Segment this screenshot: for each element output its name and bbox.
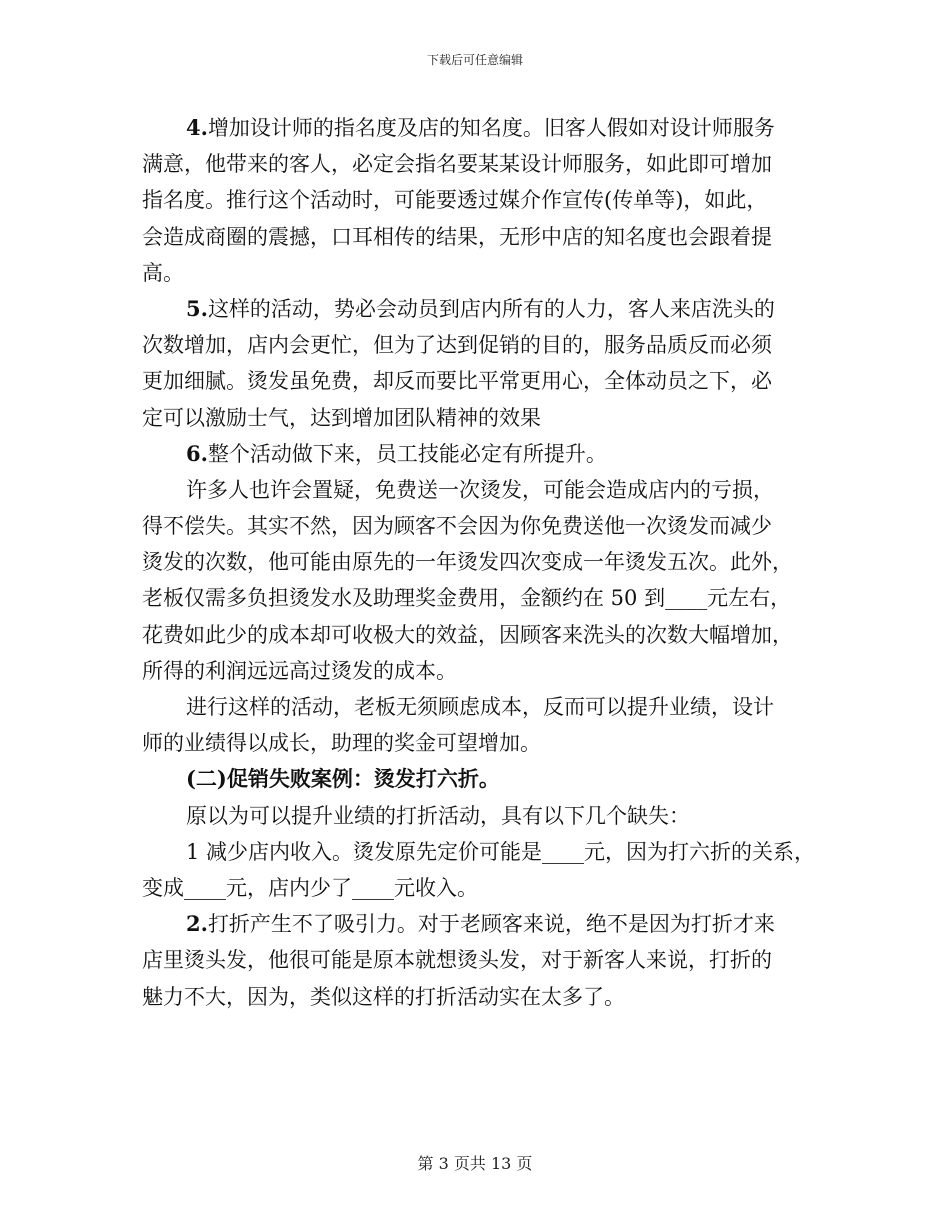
text-line xyxy=(142,255,828,291)
text-line xyxy=(142,291,828,327)
text-line xyxy=(142,689,828,725)
line-text: 满意，他带来的客人，必定会指名要某某设计师服务，如此即可增加 xyxy=(142,152,772,177)
paragraph xyxy=(142,906,828,1015)
text-line xyxy=(142,436,828,472)
text-line xyxy=(142,870,828,906)
line-text: 进行这样的活动，老板无须顾虑成本，反而可以提升业绩，设计 xyxy=(186,695,774,719)
paragraph xyxy=(142,798,828,834)
line-text: 得不偿失。其实不然，因为顾客不会因为你免费送他一次烫发而减少 xyxy=(142,514,772,539)
text-line xyxy=(142,834,828,870)
line-text: 许多人也许会置疑，免费送一次烫发，可能会造成店内的亏损， xyxy=(186,477,774,502)
line-text: 次数增加，店内会更忙，但为了达到促销的目的，服务品质反而必须 xyxy=(142,333,772,358)
text-line xyxy=(142,508,828,544)
list-number: 6. xyxy=(186,440,208,466)
line-text: 原以为可以提升业绩的打折活动，具有以下几个缺失： xyxy=(186,803,690,828)
paragraph xyxy=(142,472,828,689)
list-number: 5. xyxy=(186,295,208,321)
text-line xyxy=(142,363,828,399)
line-text: 定可以激励士气，达到增加团队精神的效果 xyxy=(142,405,541,430)
paragraph xyxy=(142,291,828,436)
line-text: 烫发的次数，他可能由原先的一年烫发四次变成一年烫发五次。此外， xyxy=(142,550,793,575)
paragraph xyxy=(142,689,828,761)
line-text: 花费如此少的成本却可收极大的效益，因顾客来洗头的次数大幅增加， xyxy=(142,622,793,647)
paragraph xyxy=(142,834,828,906)
line-text: 指名度。推行这个活动时，可能要透过媒介作宣传(传单等)，如此， xyxy=(142,188,768,213)
text-line xyxy=(142,182,828,218)
line-text: 整个活动做下来，员工技能必定有所提升。 xyxy=(207,441,607,466)
line-text: 老板仅需多负担烫发水及助理奖金费用，金额约在 50 到____元左右， xyxy=(142,586,792,611)
text-line xyxy=(142,725,828,761)
line-text: 所得的利润远远高过烫发的成本。 xyxy=(142,658,457,683)
text-line xyxy=(142,400,828,436)
line-text: 变成____元，店内少了____元收入。 xyxy=(142,875,478,900)
line-text: 魅力不大，因为，类似这样的打折活动实在太多了。 xyxy=(142,984,625,1009)
paragraph xyxy=(142,761,828,797)
text-line xyxy=(142,110,828,146)
paragraph xyxy=(142,110,828,291)
line-text: 师的业绩得以成长，助理的奖金可望增加。 xyxy=(142,731,541,756)
list-number: 4. xyxy=(186,115,208,140)
text-line xyxy=(142,653,828,689)
text-line xyxy=(142,327,828,363)
text-line xyxy=(142,617,828,653)
text-line xyxy=(142,219,828,255)
line-text: 店里烫头发，他很可能是原本就想烫头发，对于新客人来说，打折的 xyxy=(142,948,772,973)
paragraph xyxy=(142,436,828,472)
line-text: 这样的活动，势必会动员到店内所有的人力，客人来店洗头的 xyxy=(207,296,775,321)
list-number: 2. xyxy=(186,911,208,937)
line-text: 1 减少店内收入。烫发原先定价可能是____元，因为打六折的关系， xyxy=(186,839,816,864)
text-line xyxy=(142,472,828,508)
text-line xyxy=(142,979,828,1015)
text-line xyxy=(142,761,828,797)
text-line xyxy=(142,798,828,834)
page-header: 下载后可任意编辑 xyxy=(426,53,523,67)
text-line xyxy=(142,544,828,580)
text-line xyxy=(142,580,828,616)
line-text: 高。 xyxy=(142,260,184,285)
document-body xyxy=(142,110,828,1015)
text-line xyxy=(142,942,828,978)
text-line xyxy=(142,906,828,942)
line-text: (二)促销失败案例：烫发打六折。 xyxy=(186,766,500,792)
line-text: 会造成商圈的震撼，口耳相传的结果，无形中店的知名度也会跟着提 xyxy=(142,224,772,249)
line-text: 增加设计师的指名度及店的知名度。旧客人假如对设计师服务 xyxy=(207,116,775,140)
line-text: 打折产生不了吸引力。对于老顾客来说，绝不是因为打折才来 xyxy=(207,912,775,937)
text-line xyxy=(142,146,828,182)
page-footer: 第 3 页共 13 页 xyxy=(417,1154,533,1173)
line-text: 更加细腻。烫发虽免费，却反而要比平常更用心，全体动员之下，必 xyxy=(142,369,772,394)
